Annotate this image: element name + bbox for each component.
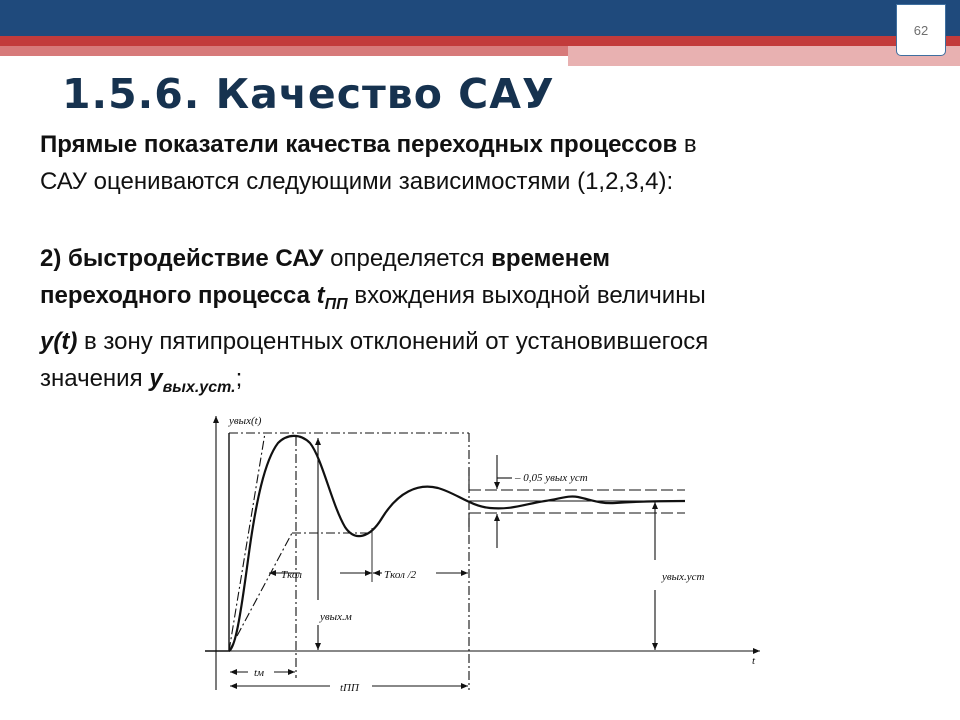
paragraph-speed [40,240,920,406]
header-bar-blue [0,0,960,36]
speed-text-3: в зону пятипроцентных отклонений от установившегося [77,328,709,355]
yt-symbol: y(t) [40,328,78,355]
paragraph-direct-indicators [40,126,920,200]
ysteady-symbol: y [149,365,163,392]
band-step-marker [469,468,476,490]
speed-text-5: ; [235,365,243,392]
speed-text-1: определяется [323,245,492,272]
tkol-label: Tкол [281,569,302,581]
speed-text-2: вхождения выходной величины [347,282,706,309]
tpp-label: tПП [340,682,359,694]
tpp-symbol: t [316,282,325,309]
speed-bold-process: переходного процесса [40,282,317,309]
speed-heading: 2) быстродействие САУ [40,245,324,272]
tm-label: tм [254,667,265,679]
direct-indicators-text-a: в [677,131,697,158]
direct-indicators-text-b: САУ оцениваются следующими зависимостями (1,2,3,4): [40,168,674,195]
page-number-badge: 62 [896,4,946,56]
header-bar-red [0,36,960,46]
tkol-half-label: Tкол /2 [384,569,417,581]
band-step-marker-low [469,513,476,530]
tolerance-label: – 0,05 yвых уст [515,472,588,484]
transient-response-diagram [205,410,765,700]
ysteady-label: yвых.уст [662,571,705,583]
ysteady-subscript: вых.уст. [162,379,236,396]
step-input-line [205,433,229,651]
response-curve [229,436,685,651]
direct-indicators-bold: Прямые показатели качества переходных процессов [40,131,678,158]
ymax-label: yвых.м [320,611,352,623]
t-axis-label: t [752,655,756,667]
speed-bold-time: временем [491,245,610,272]
slide-title: 1.5.6. Качество САУ [62,70,555,118]
speed-text-4: значения [40,365,150,392]
tpp-subscript: ПП [324,296,348,313]
y-axis-label: yвых(t) [229,415,262,427]
